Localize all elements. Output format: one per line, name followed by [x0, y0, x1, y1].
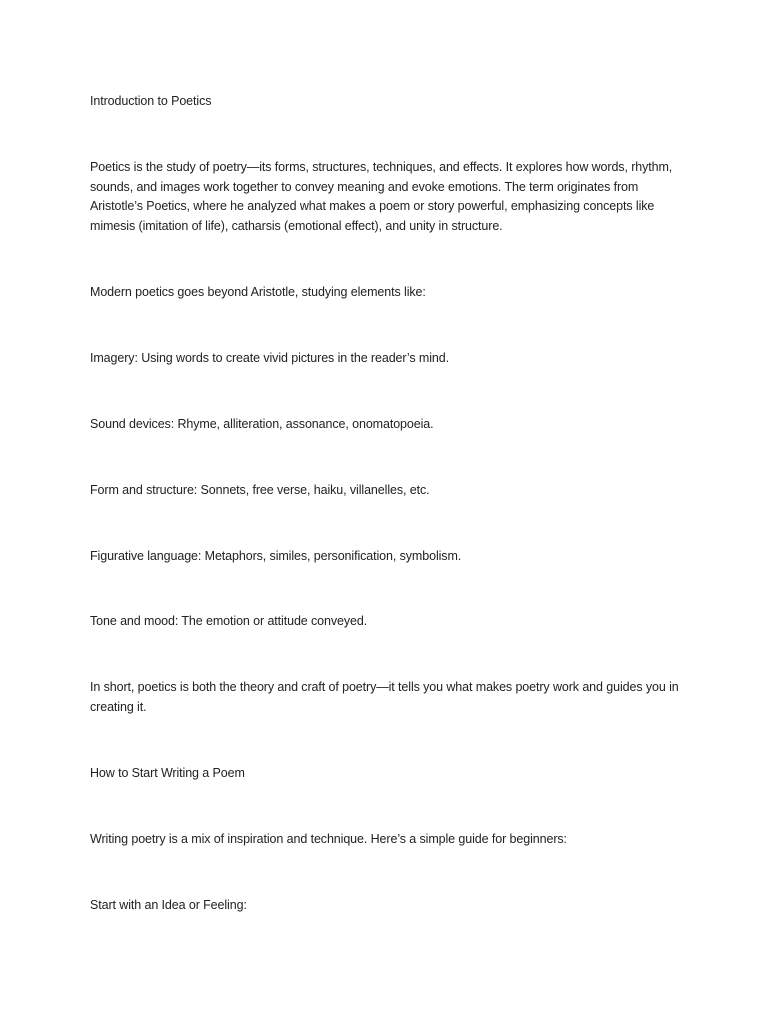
paragraph-modern-poetics: Modern poetics goes beyond Aristotle, studying elements like: — [90, 285, 426, 299]
list-item-tone-and-mood: Tone and mood: The emotion or attitude conveyed. — [90, 614, 368, 628]
step-start-with-idea: Start with an Idea or Feeling: — [90, 898, 247, 912]
paragraph-poetics-definition: Poetics is the study of poetry—its forms, structures, techniques, and effects. It explores how words, rhythm, sounds, and images work together to convey meaning and evoke emotions. The term originates from Aristotle’s Poetics, where he analyzed what makes a poem or story powerful, emphasizing concepts like mimesis (imitation of life), catharsis (emotional effect), and unity in structure. — [90, 160, 673, 234]
paragraph-beginner-guide: Writing poetry is a mix of inspiration and technique. Here’s a simple guide for beginners: — [90, 832, 567, 846]
list-item-form-and-structure: Form and structure: Sonnets, free verse, haiku, villanelles, etc. — [90, 483, 430, 497]
heading-how-to-start-writing: How to Start Writing a Poem — [90, 766, 245, 780]
list-item-sound-devices: Sound devices: Rhyme, alliteration, assonance, onomatopoeia. — [90, 417, 434, 431]
paragraph-summary: In short, poetics is both the theory and craft of poetry—it tells you what makes poetry work and guides you in creating it. — [90, 680, 679, 714]
list-item-imagery: Imagery: Using words to create vivid pictures in the reader’s mind. — [90, 351, 449, 365]
list-item-figurative-language: Figurative language: Metaphors, similes, personification, symbolism. — [90, 549, 462, 563]
heading-introduction-to-poetics: Introduction to Poetics — [90, 94, 212, 108]
